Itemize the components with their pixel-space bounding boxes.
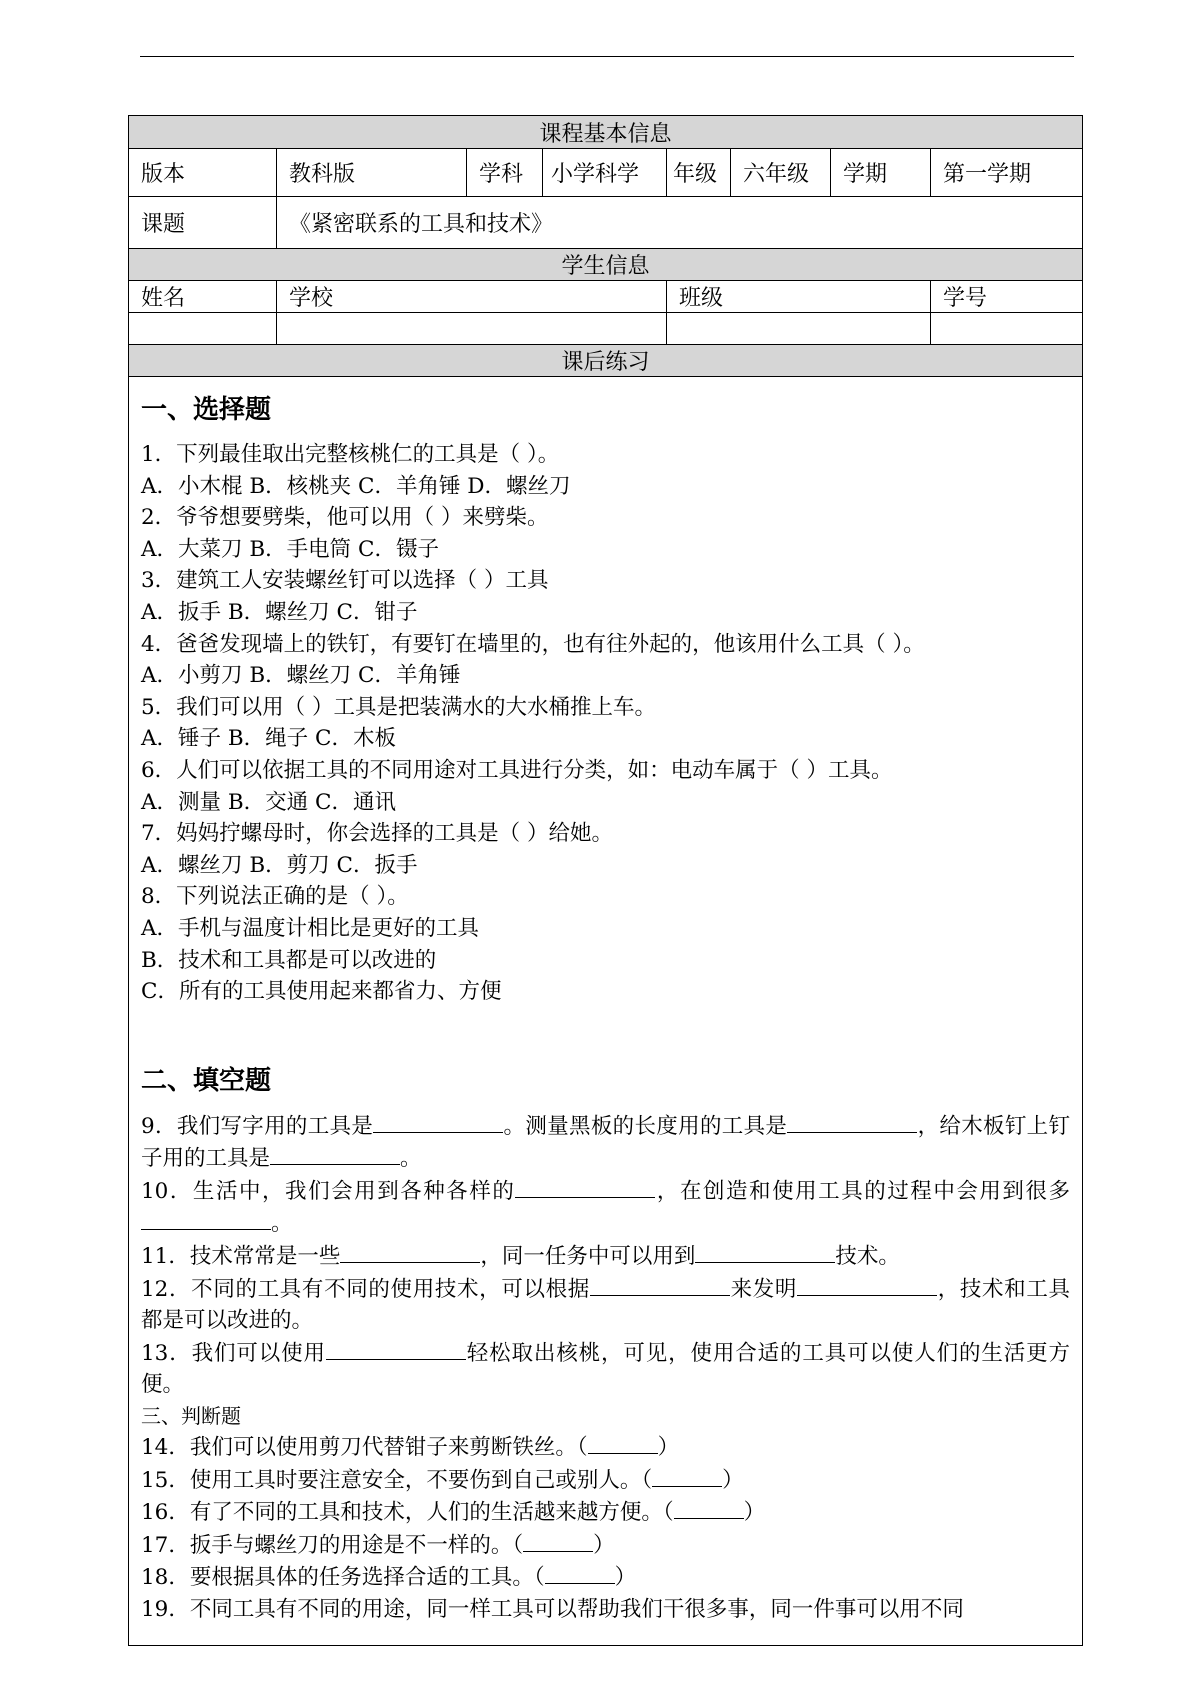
section3-title: 三、判断题 <box>141 1404 241 1429</box>
q9-blank[interactable] <box>787 1110 917 1133</box>
class-label: 班级 <box>667 281 931 313</box>
judge-text: 16．有了不同的工具和技术，人们的生活越来越方便。（ <box>141 1500 674 1526</box>
q12-text: 12．不同的工具有不同的使用技术，可以根据 <box>141 1276 590 1302</box>
judge-text: 17．扳手与螺丝刀的用途是不一样的。（ <box>141 1532 524 1558</box>
worksheet-table <box>128 115 1083 1646</box>
mc-line: A．小木棍 B．核桃夹 C．羊角锤 D．螺丝刀 <box>141 473 571 499</box>
q13-text: 13．我们可以使用 <box>141 1340 326 1366</box>
topic-value: 《紧密联系的工具和技术》 <box>277 197 1083 249</box>
q10-text: 。 <box>271 1211 293 1237</box>
mc-line: 7．妈妈拧螺母时，你会选择的工具是（ ）给她。 <box>141 821 614 847</box>
exercises-header-row <box>129 345 1083 377</box>
q10-blank[interactable] <box>515 1175 655 1198</box>
q11-text: ，同一任务中可以用到 <box>480 1244 696 1270</box>
student-info-header-row <box>129 249 1083 281</box>
course-info-header-row <box>129 116 1083 149</box>
q13-blank[interactable] <box>326 1337 466 1360</box>
judge-question <box>141 1496 1070 1529</box>
q12-blank[interactable] <box>590 1273 730 1296</box>
mc-line: A．手机与温度计相比是更好的工具 <box>141 915 480 941</box>
judge-end: ） <box>722 1467 744 1493</box>
mc-line: 8．下列说法正确的是（ ）。 <box>141 884 409 910</box>
name-field[interactable] <box>129 313 277 345</box>
judge-blank[interactable] <box>588 1431 658 1454</box>
course-info-header: 课程基本信息 <box>129 116 1083 149</box>
judge-text: 18．要根据具体的任务选择合适的工具。（ <box>141 1565 545 1591</box>
judge-text: 15．使用工具时要注意安全，不要伤到自己或别人。（ <box>141 1467 653 1493</box>
topic-label: 课题 <box>129 197 277 249</box>
exercises-content-row <box>129 377 1083 1646</box>
mc-line: 2．爷爷想要劈柴，他可以用（ ）来劈柴。 <box>141 505 549 531</box>
school-label: 学校 <box>277 281 667 313</box>
term-label: 学期 <box>831 149 931 197</box>
fill-question-11 <box>141 1240 1070 1273</box>
judge-question-19: 19．不同工具有不同的用途，同一样工具可以帮助我们干很多事，同一件事可以用不同 <box>141 1597 964 1622</box>
edition-value: 教科版 <box>277 149 467 197</box>
mc-line: 1．下列最佳取出完整核桃仁的工具是（ ）。 <box>141 442 560 467</box>
q11-blank[interactable] <box>340 1240 480 1263</box>
section1-questions <box>141 439 1070 1008</box>
judge-question <box>141 1431 1070 1464</box>
subject-label: 学科 <box>467 149 543 197</box>
id-field[interactable] <box>931 313 1083 345</box>
q10-text: 10．生活中，我们会用到各种各样的 <box>141 1178 516 1204</box>
q12-blank[interactable] <box>797 1273 937 1296</box>
q9-blank[interactable] <box>373 1110 503 1133</box>
judge-question <box>141 1464 1070 1497</box>
student-info-input-row <box>129 313 1083 345</box>
judge-question <box>141 1561 1070 1594</box>
school-field[interactable] <box>277 313 667 345</box>
fill-question-10 <box>141 1175 1070 1240</box>
mc-line: 5．我们可以用（ ）工具是把装满水的大水桶推上车。 <box>141 694 657 720</box>
edition-label: 版本 <box>129 149 277 197</box>
grade-label: 年级 <box>667 149 731 197</box>
fill-question-13 <box>141 1337 1070 1401</box>
name-label: 姓名 <box>129 281 277 313</box>
judge-question <box>141 1529 1070 1562</box>
mc-line: 4．爸爸发现墙上的铁钉，有要钉在墙里的，也有往外起的，他该用什么工具（ ）。 <box>141 631 925 657</box>
q9-text: 9．我们写字用的工具是 <box>141 1113 374 1139</box>
course-info-row <box>129 149 1083 197</box>
mc-line: A．扳手 B．螺丝刀 C．钳子 <box>141 599 418 625</box>
judge-end: ） <box>593 1532 615 1558</box>
judge-text: 14．我们可以使用剪刀代替钳子来剪断铁丝。（ <box>141 1435 588 1461</box>
q9-text: ，给木板钉上钉子用的工具是 <box>141 1113 1071 1172</box>
mc-line: B．技术和工具都是可以改进的 <box>141 947 437 973</box>
topic-row <box>129 197 1083 249</box>
judge-end: ） <box>743 1500 766 1526</box>
subject-value: 小学科学 <box>543 149 667 197</box>
q12-text: 来发明 <box>729 1276 798 1302</box>
judge-blank[interactable] <box>652 1464 722 1487</box>
q9-blank[interactable] <box>270 1142 400 1165</box>
student-info-labels-row <box>129 281 1083 313</box>
student-info-header: 学生信息 <box>129 249 1083 281</box>
grade-value: 六年级 <box>731 149 831 197</box>
mc-line: A．锤子 B．绳子 C．木板 <box>141 726 396 752</box>
id-label: 学号 <box>931 281 1083 313</box>
fill-question-12 <box>141 1273 1070 1337</box>
q9-text: 。测量黑板的长度用的工具是 <box>503 1113 788 1139</box>
q12-text: ，技术和工具都是可以改进的。 <box>141 1276 1070 1334</box>
class-field[interactable] <box>667 313 931 345</box>
exercises-content <box>129 377 1083 1646</box>
q11-text: 技术。 <box>835 1244 900 1270</box>
exercises-header: 课后练习 <box>129 345 1083 377</box>
judge-blank[interactable] <box>674 1496 744 1519</box>
header-rule <box>140 56 1074 57</box>
q11-blank[interactable] <box>695 1240 835 1263</box>
q11-text: 11．技术常常是一些 <box>141 1244 341 1270</box>
q13-text: 轻松取出核桃，可见，使用合适的工具可以使人们的生活更方便。 <box>141 1340 1071 1398</box>
mc-line: 6．人们可以依据工具的不同用途对工具进行分类，如：电动车属于（ ）工具。 <box>141 757 893 783</box>
section2-title: 二、填空题 <box>141 1065 272 1096</box>
q9-text: 。 <box>400 1146 422 1172</box>
mc-line: A．大菜刀 B．手电筒 C．镊子 <box>141 536 439 562</box>
judge-blank[interactable] <box>545 1561 615 1584</box>
mc-line: A．螺丝刀 B．剪刀 C．扳手 <box>141 852 418 878</box>
q10-blank[interactable] <box>141 1207 271 1230</box>
mc-line: C．所有的工具使用起来都省力、方便 <box>141 979 502 1005</box>
judge-blank[interactable] <box>523 1529 593 1552</box>
fill-question-9 <box>141 1110 1070 1175</box>
judge-end: ） <box>657 1435 680 1461</box>
term-value: 第一学期 <box>931 149 1083 197</box>
mc-line: A．测量 B．交通 C．通讯 <box>141 789 396 815</box>
section1-title: 一、选择题 <box>141 395 272 425</box>
q10-text: ，在创造和使用工具的过程中会用到很多 <box>655 1178 1070 1204</box>
judge-end: ） <box>614 1565 637 1591</box>
mc-line: A．小剪刀 B．螺丝刀 C．羊角锤 <box>141 663 461 689</box>
mc-line: 3．建筑工人安装螺丝钉可以选择（ ）工具 <box>141 568 549 594</box>
